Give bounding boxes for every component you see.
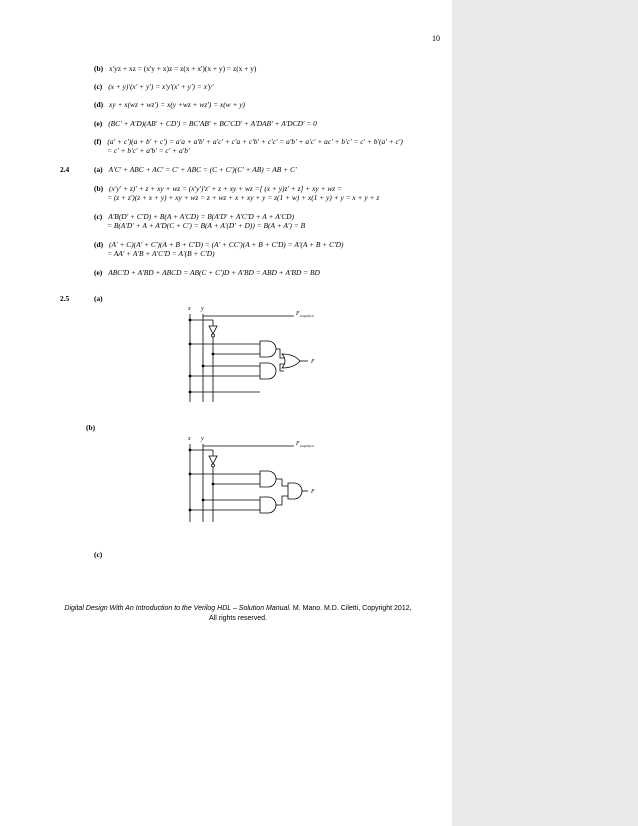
part-c-label: (c) — [94, 550, 103, 559]
item-label: (d) — [94, 100, 104, 109]
footer-title: Digital Design With An Introduction to the Verilog HDL – Solution Manual. — [64, 605, 291, 612]
item-expr: A'B(D' + C'D) + B(A + A'CD) = B(A'D' + A'C'D + A + A'CD) — [108, 212, 295, 221]
problem-2-3-e — [94, 119, 317, 129]
item-label: (f) — [94, 137, 102, 146]
item-expr: (a' + c')(a + b' + c') = a'a + a'b' + a'c' + c'a + c'b' + c'c' = a'b' + a'c' + ac' + b'c' = c' + b'(a' + c') — [107, 137, 403, 146]
output-simplified-label: $F_{simplified}$ — [296, 311, 314, 318]
item-expr: ABC'D + A'BD + ABCD = AB(C + C')D + A'BD = ABD + A'BD = BD — [108, 268, 320, 277]
input-x-label: x — [188, 436, 191, 442]
item-label: (a) — [94, 165, 103, 174]
input-y-label: y — [201, 306, 204, 312]
item-label: (b) — [94, 184, 104, 193]
page-number: 10 — [432, 34, 440, 43]
item-label: (b) — [94, 64, 104, 73]
footer-copyright: M. Mano. M.D. Ciletti, Copyright 2012, — [290, 605, 412, 612]
input-y-label: y — [201, 436, 204, 442]
problem-2-4-c-cont: = B(A'D' + A + A'D(C + C') = B(A + A'(D' + D)) = B(A + A') = B — [107, 221, 306, 230]
item-expr: (x + y)'(x' + y') = x'y'(x' + y') = x'y' — [108, 82, 214, 91]
item-expr: xy + x(wz + wz') = x(y +wz + wz') = x(w + y) — [109, 100, 246, 109]
item-label: (c) — [94, 212, 103, 221]
input-x-label: x — [188, 306, 191, 312]
problem-number: 2.5 — [60, 294, 70, 303]
circuit-diagram-a — [170, 300, 330, 410]
footer-rights: All rights reserved. — [209, 615, 267, 622]
problem-2-4-e — [94, 268, 320, 278]
item-expr: (BC' + A'D)(AB' + CD') = BC'AB' + BC'CD' + A'DAB' + A'DCD' = 0 — [108, 119, 317, 128]
problem-2-3-b — [94, 64, 256, 74]
item-expr: x'yz + xz = (x'y + x)z = z(x + x')(x + y) = z(x + y) — [109, 64, 257, 73]
problem-2-4-d-cont: = AA' + A'B + A'C'D = A'(B + C'D) — [107, 249, 215, 258]
problem-2-3-d — [94, 100, 245, 110]
item-expr: (A' + C)(A' + C')(A + B + C'D) = (A' + CC')(A + B + C'D) = A'(A + B + C'D) — [109, 240, 344, 249]
item-label: (d) — [94, 240, 104, 249]
part-a-label: (a) — [94, 294, 103, 303]
problem-2-3-f-cont: = c' + b'c' + a'b' = c' + a'b' — [107, 146, 190, 155]
problem-number: 2.4 — [60, 165, 70, 174]
problem-2-4-a — [94, 165, 297, 175]
item-label: (e) — [94, 268, 103, 277]
comment-sidebar — [452, 0, 638, 826]
problem-2-4-b-cont: = (z + z')(z + x + y) + xy + wz = z + wz + x + xy + y = z(1 + w) + x(1 + y) + y = x + y + z — [107, 193, 380, 202]
item-expr: A'C' + ABC + AC' = C' + ABC = (C + C')(C' + AB) = AB + C' — [108, 165, 297, 174]
output-simplified-label: $F_{simplified}$ — [296, 441, 314, 448]
part-b-label: (b) — [86, 423, 96, 432]
footer — [58, 604, 418, 624]
output-f-label: F — [311, 359, 315, 365]
item-expr: (x'y' + z)' + z + xy + wz = (x'y')'z' + z + xy + wz =[ (x + y)z' + z] + xy + wz = — [109, 184, 342, 193]
circuit-diagram-b — [170, 430, 330, 530]
problem-2-3-c — [94, 82, 213, 92]
output-f-label: F — [311, 489, 315, 495]
item-label: (c) — [94, 82, 103, 91]
item-label: (e) — [94, 119, 103, 128]
